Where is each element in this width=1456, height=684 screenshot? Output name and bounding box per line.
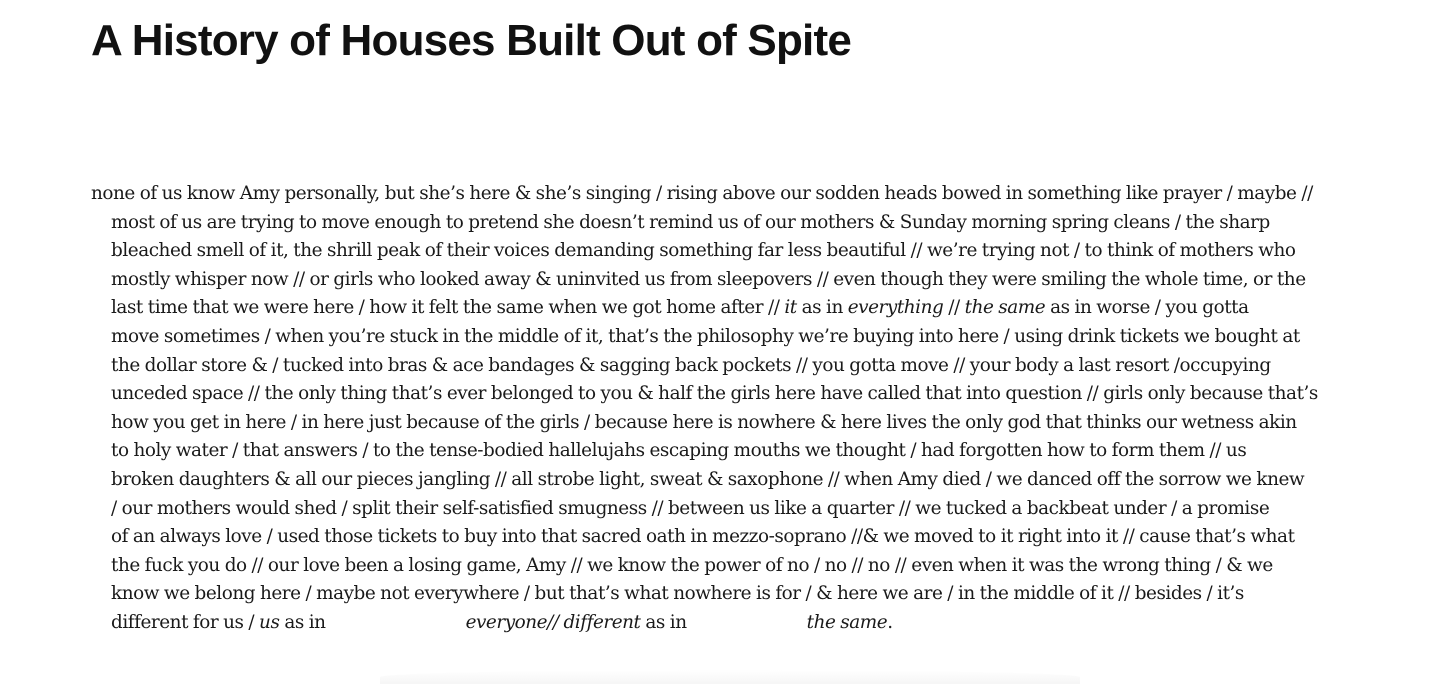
poem-line: the fuck you do // our love been a losing game, Amy // we know the power of no / no // no // even when it was the wrong thing / & we — [111, 554, 1273, 576]
poem-line: unceded space // the only thing that’s ever belonged to you & half the girls here have called that into question // girls only because that’s — [111, 383, 1318, 405]
poem-italic-text: everything — [847, 297, 944, 319]
poem-line: the dollar store & / tucked into bras & ace bandages & sagging back pockets // you gotta move // your body a last resort /occupying — [111, 354, 1271, 376]
poem-text: last time that we were here / how it felt the same when we got home after // — [111, 297, 785, 319]
poem-text: as in — [796, 297, 848, 319]
page-title: A History of Houses Built Out of Spite — [91, 16, 851, 65]
poem-italic-text: it — [784, 297, 797, 319]
poem-line: to holy water / that answers / to the tense-bodied hallelujahs escaping mouths we thought / had forgotten how to form them // us — [111, 440, 1247, 462]
poem-italic-text: the same — [806, 611, 888, 633]
poem-line: bleached smell of it, the shrill peak of their voices demanding something far less beautiful // we’re trying not / to think of mothers who — [111, 240, 1296, 262]
poem-line: none of us know Amy personally, but she’s here & she’s singing / rising above our sodden heads bowed in something like prayer / maybe // — [91, 183, 1313, 204]
bottom-shadow — [380, 670, 1080, 684]
poem-italic-text: the same — [964, 297, 1046, 319]
poem-line: / our mothers would shed / split their self-satisfied smugness // between us like a quarter // we tucked a backbeat under / a promise — [111, 497, 1270, 519]
poem-line: know we belong here / maybe not everywhere / but that’s what nowhere is for / & here we are / in the middle of it // besides / it’s — [111, 583, 1244, 605]
poem-line: move sometimes / when you’re stuck in the middle of it, that’s the philosophy we’re buying into here / using drink tickets we bought at — [111, 325, 1300, 347]
poem-line: how you get in here / in here just because of the girls / because here is nowhere & here lives the only god that thinks our wetness akin — [111, 411, 1297, 433]
poem-italic-text: everyone// different — [465, 611, 641, 633]
poem-text: as in — [279, 611, 326, 633]
poem-text: as in — [640, 611, 687, 633]
poem-line: mostly whisper now // or girls who looked away & uninvited us from sleepovers // even though they were smiling the whole time, or the — [111, 268, 1306, 290]
poem-text: different for us / — [111, 611, 260, 633]
poem-body — [91, 180, 1356, 638]
poem-text: . — [887, 611, 893, 633]
poem-line-last — [91, 609, 1356, 638]
poem-line: most of us are trying to move enough to pretend she doesn’t remind us of our mothers & Sunday morning spring cleans / the sharp — [111, 211, 1270, 233]
poem-line — [91, 294, 1356, 323]
poem-text: as in worse / you gotta — [1045, 297, 1249, 319]
poem-text: // — [943, 297, 965, 319]
poem-line: of an always love / used those tickets to buy into that sacred oath in mezzo-soprano //& we moved to it right into it // cause that’s what — [111, 526, 1295, 548]
poem-italic-text: us — [259, 611, 280, 633]
poem-line: broken daughters & all our pieces jangling // all strobe light, sweat & saxophone // when Amy died / we danced off the sorrow we knew — [111, 468, 1305, 490]
